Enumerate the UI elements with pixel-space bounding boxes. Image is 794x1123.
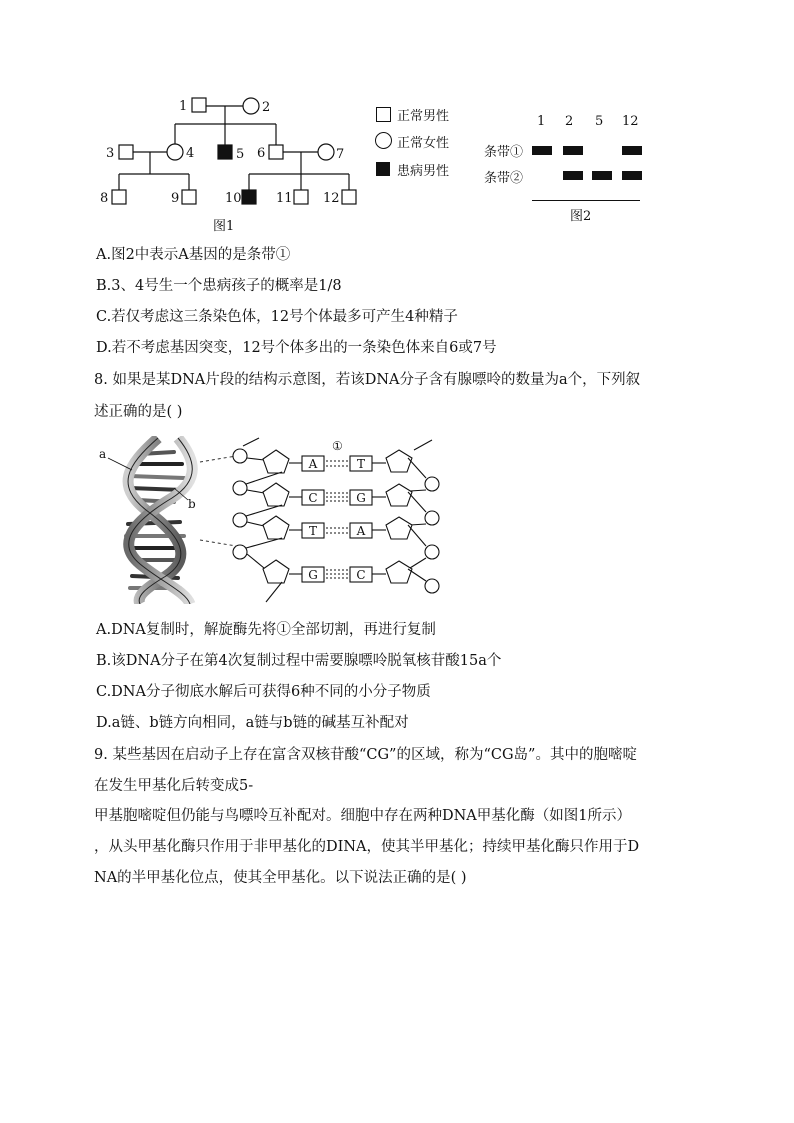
individual-4	[167, 144, 183, 160]
band-col-label: 1	[537, 114, 546, 129]
figure2-caption: 图2	[570, 209, 592, 224]
individual-9	[182, 190, 196, 204]
base-left: T	[308, 524, 318, 538]
base-right: T	[356, 457, 366, 471]
base-pair-row	[289, 567, 386, 582]
right-backbone	[386, 440, 439, 593]
base-right: C	[356, 568, 366, 582]
individual-2	[243, 98, 259, 114]
q7-option-a: A.图2中表示A基因的是条带①	[96, 247, 291, 263]
individual-3	[119, 145, 133, 159]
label-4: 4	[186, 146, 195, 161]
band-row1-col12	[622, 146, 642, 155]
label-5: 5	[236, 147, 245, 162]
individual-6	[269, 145, 283, 159]
base-pair-row	[289, 490, 386, 505]
normal-female-symbol	[375, 132, 392, 149]
individual-11	[294, 190, 308, 204]
band-row2-col5	[592, 171, 612, 180]
normal-male-symbol	[376, 107, 391, 122]
base-right: G	[356, 491, 366, 505]
left-backbone	[233, 438, 289, 602]
q8-option-c: C.DNA分子彻底水解后可获得6种不同的小分子物质	[96, 684, 431, 700]
base-left: C	[308, 491, 318, 505]
base-right: A	[356, 524, 366, 538]
individual-8	[112, 190, 126, 204]
affected-male-symbol	[376, 162, 390, 176]
q7-option-c: C.若仅考虑这三条染色体，12号个体最多可产生4种精子	[96, 309, 458, 325]
base-left: G	[308, 568, 318, 582]
band-row-label: 条带②	[484, 171, 524, 186]
q9-line1: 9. 某些基因在启动子上存在富含双核苷酸“CG”的区域，称为“CG岛”。其中的胞嘧啶	[94, 747, 637, 763]
label-7: 7	[336, 147, 345, 162]
band-baseline	[532, 200, 640, 201]
label-2: 2	[262, 100, 271, 115]
q9-line2: 在发生甲基化后转变成5-	[94, 778, 254, 794]
bands-figure	[484, 112, 644, 224]
label-8: 8	[100, 191, 109, 206]
individual-1	[192, 98, 206, 112]
base-pair-row	[289, 523, 386, 538]
band-row1-col2	[563, 146, 583, 155]
band-row2-col2	[563, 171, 583, 180]
dna-structure-figure	[96, 436, 466, 604]
label-strand-a: a	[99, 447, 107, 461]
individual-7	[318, 144, 334, 160]
band-row2-col12	[622, 171, 642, 180]
band-row1-col1	[532, 146, 552, 155]
pedigree-figure	[95, 92, 375, 237]
band-row-label: 条带①	[484, 145, 524, 160]
band-col-label: 12	[622, 114, 639, 129]
q8-stem-line2: 述正确的是( )	[94, 404, 183, 420]
q7-option-d: D.若不考虑基因突变，12号个体多出的一条染色体来自6或7号	[96, 340, 497, 356]
label-1: 1	[179, 99, 188, 114]
individual-10	[242, 190, 256, 204]
label-11: 11	[276, 191, 293, 206]
q9-line4: ，从头甲基化酶只作用于非甲基化的DINA，使其半甲基化；持续甲基化酶只作用于D	[94, 839, 640, 855]
q9-line5: NA的半甲基化位点，使其全甲基化。以下说法正确的是( )	[94, 870, 467, 886]
label-12: 12	[323, 191, 340, 206]
q8-option-a: A.DNA复制时，解旋酶先将①全部切割，再进行复制	[96, 622, 436, 638]
q9-line3: 甲基胞嘧啶但仍能与鸟嘌呤互补配对。细胞中存在两种DNA甲基化酶（如图1所示）	[94, 808, 632, 824]
band-col-label: 5	[595, 114, 604, 129]
q8-option-b: B.该DNA分子在第4次复制过程中需要腺嘌呤脱氧核苷酸15a个	[96, 653, 502, 669]
base-left: A	[308, 457, 318, 471]
individual-12	[342, 190, 356, 204]
legend	[375, 105, 465, 185]
individual-5	[218, 145, 232, 159]
band-col-label: 2	[565, 114, 574, 129]
label-3: 3	[106, 146, 115, 161]
legend-affected-male: 患病男性	[397, 164, 450, 179]
legend-normal-male: 正常男性	[397, 109, 450, 124]
hydrogen-bond-marker: ①	[332, 439, 343, 453]
q8-option-d: D.a链、b链方向相同，a链与b链的碱基互补配对	[96, 715, 409, 731]
figure1-caption: 图1	[213, 219, 235, 234]
q7-option-b: B.3、4号生一个患病孩子的概率是1/8	[96, 278, 342, 294]
label-9: 9	[171, 191, 180, 206]
base-pair-row	[289, 456, 386, 471]
label-10: 10	[225, 191, 242, 206]
legend-normal-female: 正常女性	[397, 136, 450, 151]
label-strand-b: b	[188, 497, 196, 511]
q8-stem-line1: 8. 如果是某DNA片段的结构示意图，若该DNA分子含有腺嘌呤的数量为a个，下列叙	[94, 372, 641, 388]
label-6: 6	[257, 146, 266, 161]
